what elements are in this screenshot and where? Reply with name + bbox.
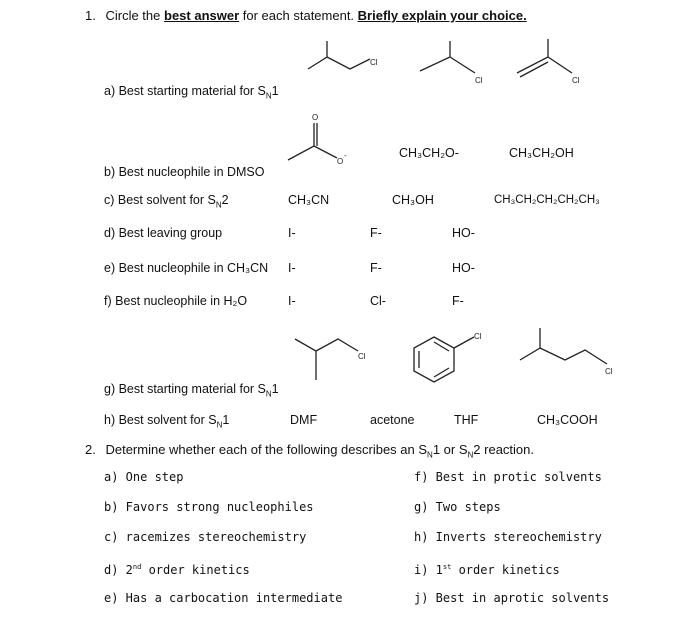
q2-item-i-tail: order kinetics (451, 563, 560, 577)
row-e-option-2[interactable]: F- (370, 261, 382, 275)
cl-label: Cl (358, 352, 366, 361)
row-h-sub: N (216, 420, 223, 430)
prompt-start: Circle the (105, 8, 164, 23)
row-a-text: a) Best starting material for S (104, 84, 266, 98)
molecule-2-chlorobutane[interactable] (300, 35, 390, 85)
row-f-option-2[interactable]: Cl- (370, 294, 386, 308)
q2-item-g[interactable]: g) Two steps (414, 500, 501, 514)
row-b-option-ethoxide[interactable]: CH₃CH₂O- (399, 146, 459, 160)
cl-label: Cl (572, 76, 580, 85)
molecule-primary-alkyl-chloride[interactable] (515, 320, 625, 380)
row-c-text: c) Best solvent for S (104, 193, 216, 207)
q2-sub-2: N (467, 450, 474, 460)
q2-item-f[interactable]: f) Best in protic solvents (414, 470, 602, 484)
q2-prompt-b: 1 or S (432, 442, 468, 457)
q2-item-b[interactable]: b) Favors strong nucleophiles (104, 500, 314, 514)
row-b-option-ethanol[interactable]: CH₃CH₂OH (509, 146, 574, 160)
row-h-option-3[interactable]: THF (454, 413, 479, 427)
q2-item-d[interactable] (104, 560, 250, 577)
row-f-option-1[interactable]: I- (288, 294, 296, 308)
row-f-option-3[interactable]: F- (452, 294, 464, 308)
molecule-vinyl-chloride[interactable] (510, 35, 600, 90)
molecule-2-chloro-2-methylpropane[interactable] (415, 35, 495, 90)
prompt-explain: Briefly explain your choice. (357, 8, 527, 23)
prompt-best-answer: best answer (164, 8, 240, 23)
row-g-sub: N (265, 389, 272, 399)
o-minus-label: O (337, 157, 344, 166)
row-h-option-2[interactable]: acetone (370, 413, 415, 427)
row-g-text: g) Best starting material for S (104, 382, 266, 396)
row-f-label: f) Best nucleophile in H₂O (104, 294, 248, 308)
row-c-sub: N (215, 200, 222, 210)
row-b-label: b) Best nucleophile in DMSO (104, 165, 265, 179)
cl-label: Cl (605, 367, 613, 376)
q2-item-e[interactable]: e) Has a carbocation intermediate (104, 591, 343, 605)
row-d-option-3[interactable]: HO- (452, 226, 475, 240)
cl-label: Cl (474, 332, 482, 341)
molecule-acetate-ion[interactable] (284, 108, 354, 168)
minus-label: - (344, 151, 347, 160)
row-a-label (104, 84, 279, 104)
row-h-label (104, 413, 229, 433)
q2-item-j[interactable]: j) Best in aprotic solvents (414, 591, 610, 605)
q2-item-i-text: i) 1 (414, 563, 443, 577)
q2-item-h[interactable]: h) Inverts stereochemistry (414, 530, 602, 544)
q2-item-c[interactable]: c) racemizes stereochemistry (104, 530, 307, 544)
q2-item-d-text: d) 2 (104, 563, 133, 577)
row-c-option-3[interactable]: CH₃CH₂CH₂CH₂CH₃ (494, 194, 600, 206)
molecule-benzyl-chloride[interactable] (398, 325, 498, 390)
row-h-option-4[interactable]: CH₃COOH (537, 413, 598, 427)
o-label: O (312, 113, 319, 122)
q2-prompt-c: 2 reaction. (473, 442, 534, 457)
molecule-tert-alkyl-chloride[interactable] (290, 325, 380, 390)
row-e-option-1[interactable]: I- (288, 261, 296, 275)
row-d-option-1[interactable]: I- (288, 226, 296, 240)
row-d-label: d) Best leaving group (104, 226, 223, 240)
row-g-tail: 1 (271, 382, 279, 396)
question-2-number: 2. (85, 442, 96, 457)
row-g-label (104, 382, 279, 402)
q2-item-d-tail: order kinetics (141, 563, 250, 577)
row-h-text: h) Best solvent for S (104, 413, 217, 427)
row-h-option-1[interactable]: DMF (290, 413, 318, 427)
row-a-sub: N (265, 91, 272, 101)
row-c-option-1[interactable]: CH₃CN (288, 193, 330, 207)
q2-item-i-sup: st (442, 563, 452, 571)
row-e-label: e) Best nucleophile in CH₃CN (104, 261, 269, 275)
question-number: 1. (85, 8, 96, 23)
cl-label: Cl (370, 58, 378, 67)
q2-item-a[interactable]: a) One step (104, 470, 184, 484)
q2-item-i[interactable] (414, 560, 560, 577)
row-e-option-3[interactable]: HO- (452, 261, 475, 275)
row-c-label (104, 193, 229, 213)
question-2-header (85, 443, 534, 463)
q2-sub-1: N (427, 450, 433, 460)
q2-prompt-a: Determine whether each of the following describes an S (105, 442, 428, 457)
question-1-header (85, 9, 527, 23)
q2-item-d-sup: nd (132, 563, 142, 571)
row-c-option-2[interactable]: CH₃OH (392, 193, 434, 207)
row-a-tail: 1 (271, 84, 279, 98)
row-h-tail: 1 (222, 413, 230, 427)
cl-label: Cl (475, 76, 483, 85)
row-d-option-2[interactable]: F- (370, 226, 382, 240)
row-c-tail: 2 (221, 193, 229, 207)
prompt-mid: for each statement. (239, 8, 358, 23)
